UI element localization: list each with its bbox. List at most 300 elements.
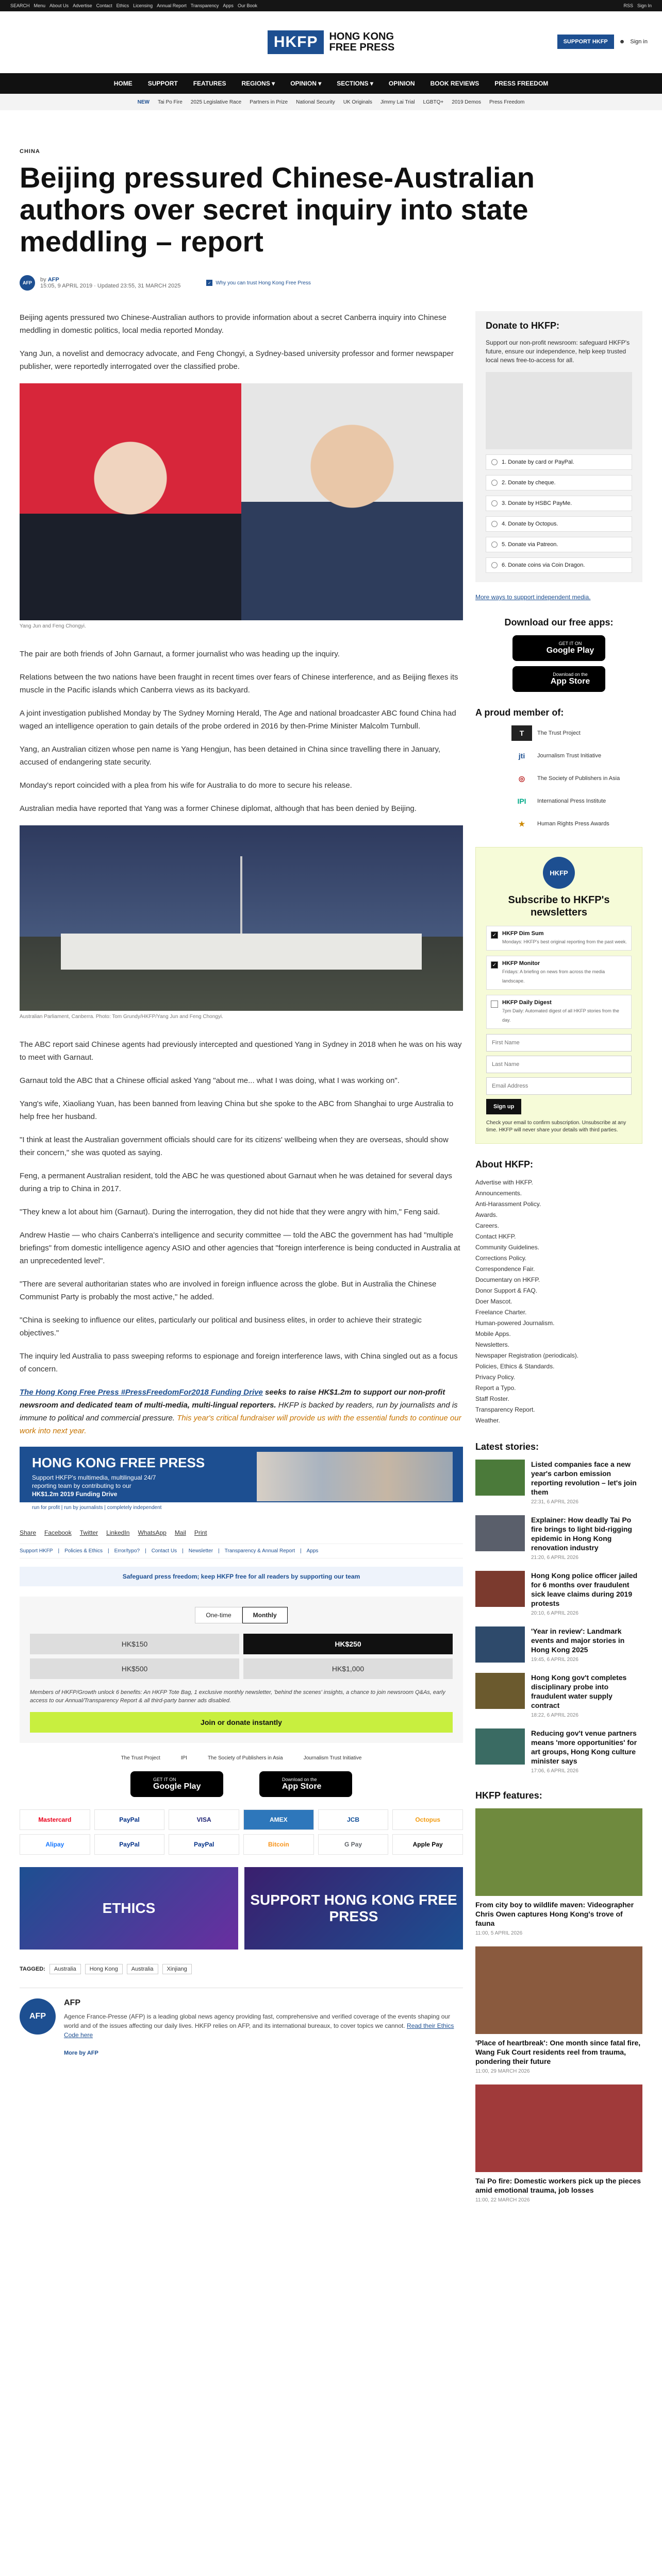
- topbar-sign-in-link[interactable]: Sign In: [637, 3, 652, 8]
- nav-opinion-menu[interactable]: OPINION ▾: [290, 80, 322, 87]
- payment-logo[interactable]: Alipay: [20, 1834, 90, 1855]
- feature-date: 11:00, 22 MARCH 2026: [475, 2197, 530, 2203]
- nav-opinion[interactable]: OPINION: [388, 80, 415, 87]
- safeguard-banner[interactable]: Safeguard press freedom; keep HKFP free for all readers by supporting our team: [20, 1567, 463, 1586]
- author-box: [20, 1988, 463, 2056]
- amount-option[interactable]: HK$500: [30, 1658, 239, 1679]
- about-link[interactable]: Freelance Charter.: [475, 1309, 527, 1316]
- logo-mark: HKFP: [268, 30, 324, 54]
- main-nav: [0, 73, 662, 94]
- trending-link[interactable]: UK Originals: [343, 99, 372, 105]
- member-name: International Press Institute: [537, 798, 606, 804]
- store-small: Download on the: [282, 1777, 317, 1782]
- share-twitter[interactable]: Twitter: [79, 1529, 98, 1536]
- newsletter-title: Subscribe to HKFP's newsletters: [508, 894, 610, 918]
- promo-tiles: [20, 1867, 463, 1950]
- about-link[interactable]: Privacy Policy.: [475, 1374, 516, 1381]
- annual-report-link[interactable]: Annual Report: [157, 3, 187, 8]
- story-date: 17:06, 6 APRIL 2026: [531, 1768, 578, 1774]
- email-field[interactable]: [486, 1077, 632, 1095]
- our-book-link[interactable]: Our Book: [237, 3, 257, 8]
- ethics-link[interactable]: Ethics: [116, 3, 129, 8]
- radio-icon: [491, 562, 498, 568]
- donate-option[interactable]: [486, 454, 632, 470]
- about-link[interactable]: Advertise with HKFP.: [475, 1179, 533, 1186]
- about-link[interactable]: Newsletters.: [475, 1341, 510, 1348]
- util-link[interactable]: Error/typo?: [114, 1548, 140, 1554]
- parliament-photo: [20, 825, 463, 1011]
- flag-mast: [240, 856, 242, 934]
- member-name: The Society of Publishers in Asia: [537, 775, 620, 782]
- jti-logo[interactable]: Journalism Trust Initiative: [303, 1755, 362, 1761]
- trending-link[interactable]: National Security: [296, 99, 335, 105]
- paragraph: Relations between the two nations have been fraught in recent times over fears of Chinese interference, and as Beijing flexes its muscle in the Pacific islands which Canberra views as its backyard.: [20, 673, 458, 694]
- paragraph: Feng, a permanent Australian resident, told the ABC he was questioned about Garnaut when he was detained for several days during a trip to China in 2017.: [20, 1172, 452, 1193]
- funding-banner[interactable]: [20, 1447, 463, 1514]
- tag[interactable]: Australia: [49, 1964, 81, 1974]
- trust-project-icon: T: [511, 725, 532, 741]
- latest-list: [475, 1460, 642, 1775]
- paragraph: Yang, an Australian citizen whose pen name is Yang Hengjun, has been detained in China since travelling there in January, accused of endangering state security.: [20, 745, 441, 767]
- story-date: 20:10, 6 APRIL 2026: [531, 1611, 578, 1616]
- store-name: Google Play: [546, 646, 594, 655]
- about-link[interactable]: Correspondence Fair.: [475, 1265, 535, 1273]
- amount-option[interactable]: HK$150: [30, 1634, 239, 1654]
- payment-logo[interactable]: Mastercard: [20, 1809, 90, 1830]
- feature-title[interactable]: 'Place of heartbreak': One month since fatal fire, Wang Fuk Court residents reel from trauma, pondering their future: [475, 2039, 641, 2065]
- licensing-link[interactable]: Licensing: [133, 3, 153, 8]
- trending-link[interactable]: Tai Po Fire: [157, 99, 183, 105]
- store-small: Download on the: [553, 672, 588, 677]
- sign-up-button[interactable]: Sign up: [486, 1099, 521, 1114]
- member-name: Journalism Trust Initiative: [537, 753, 602, 759]
- support-hkfp-button[interactable]: SUPPORT HKFP: [557, 35, 614, 49]
- freq-monthly[interactable]: Monthly: [242, 1607, 288, 1623]
- paragraph: "China is seeking to influence our elites, particularly our political and business elites, in order to achieve their strategic objectives.": [20, 1316, 422, 1337]
- hrpa-icon: ★: [518, 819, 525, 828]
- google-play-button[interactable]: [130, 1771, 223, 1797]
- paragraph: Beijing agents pressured two Chinese-Australian authors to provide information about a secret Canberra inquiry into Chinese meddling in domestic politics, local media reported Monday.: [20, 313, 446, 335]
- about-link[interactable]: Donor Support & FAQ.: [475, 1287, 538, 1294]
- paragraph: The inquiry led Australia to pass sweeping reforms to espionage and foreign interference laws, with China singled out as a focus of concern.: [20, 1352, 458, 1374]
- tags-label: TAGGED:: [20, 1966, 45, 1972]
- trust-project-logo[interactable]: The Trust Project: [121, 1755, 160, 1761]
- newsletter-option-title: HKFP Daily Digest: [502, 999, 552, 1006]
- latest-widget: [475, 1442, 642, 1775]
- newsletter-option-title: HKFP Monitor: [502, 960, 540, 967]
- checkbox-checked-icon[interactable]: ✓: [491, 961, 498, 969]
- author-name[interactable]: AFP: [64, 1998, 80, 2007]
- donate-option[interactable]: [486, 537, 632, 552]
- nav-press-freedom[interactable]: PRESS FREEDOM: [494, 80, 549, 87]
- feature-story[interactable]: [475, 2084, 642, 2204]
- payment-methods: [20, 1809, 463, 1855]
- checkbox-icon[interactable]: [491, 1001, 498, 1008]
- newsletter-option[interactable]: [486, 995, 632, 1029]
- util-link[interactable]: Newsletter: [188, 1548, 213, 1554]
- share-whatsapp[interactable]: WhatsApp: [138, 1529, 167, 1536]
- about-link[interactable]: Anti-Harassment Policy.: [475, 1200, 541, 1208]
- payment-logo[interactable]: JCB: [318, 1809, 389, 1830]
- photo-caption: Yang Jun and Feng Chongyi.: [20, 623, 86, 629]
- funding-text-2: HKFP is backed by readers, run by journalists and is immune to political and commercial pressure.: [20, 1401, 458, 1422]
- checkbox-checked-icon[interactable]: ✓: [491, 931, 498, 939]
- site-logo[interactable]: [268, 30, 394, 54]
- member-logo[interactable]: [511, 725, 642, 741]
- menu-link[interactable]: Menu: [34, 3, 46, 8]
- trending-link[interactable]: Jimmy Lai Trial: [380, 99, 415, 105]
- about-link[interactable]: Policies, Ethics & Standards.: [475, 1363, 555, 1370]
- latest-story[interactable]: [475, 1571, 642, 1617]
- newsletter-logo: HKFP: [543, 857, 575, 889]
- banner-footer: run for profit | run by journalists | completely independent: [20, 1502, 463, 1514]
- member-logo[interactable]: [511, 816, 642, 832]
- new-badge: NEW: [137, 99, 150, 105]
- tag[interactable]: Hong Kong: [85, 1964, 123, 1974]
- parliament-building: [61, 934, 422, 970]
- about-link[interactable]: Weather.: [475, 1417, 500, 1424]
- apps-widget: [475, 617, 642, 692]
- newsletter-option-desc: Mondays: HKFP's best original reporting from the past week.: [502, 939, 627, 944]
- nav-book-reviews[interactable]: BOOK REVIEWS: [430, 80, 479, 87]
- tag[interactable]: Xinjiang: [162, 1964, 192, 1974]
- feature-image[interactable]: [475, 1808, 642, 1896]
- byline: AFP by AFP 15:05, 9 APRIL 2019 · Updated 23:55, 31 MARCH 2025 ✓ Why you can trust Hong Kong Free Press: [20, 275, 642, 291]
- app-store-button[interactable]: [512, 666, 605, 692]
- latest-story[interactable]: [475, 1728, 642, 1775]
- membership-note: Members of HKFP/Growth unlock 6 benefits: An HKFP Tote Bag, 1 exclusive monthly newsletter, 'behind the scenes' insights, a chance to join newsroom Q&As, early access to our Annual/Transparency Report & all third-party banner ads disabled.: [30, 1689, 445, 1704]
- util-link[interactable]: Apps: [306, 1548, 319, 1554]
- site-header: [0, 11, 662, 73]
- paragraph: Garnaut told the ABC that a Chinese official asked Yang "about me... what I was doing, what I was working on".: [20, 1076, 400, 1085]
- sopa-icon: ◎: [518, 774, 525, 783]
- newsletter-widget: [475, 847, 642, 1144]
- share-facebook[interactable]: Facebook: [44, 1529, 72, 1536]
- ad-spacer: [0, 110, 662, 141]
- paragraph: "They knew a lot about him (Garnaut). During the interrogation, they did not hide that they were angry with him," Feng said.: [20, 1208, 440, 1216]
- apps-link[interactable]: Apps: [223, 3, 234, 8]
- about-title: About HKFP:: [475, 1159, 533, 1170]
- trending-link[interactable]: Partners in Prize: [250, 99, 288, 105]
- more-by-author-link[interactable]: More by AFP: [64, 2050, 98, 2056]
- ethics-promo[interactable]: ETHICS: [20, 1867, 238, 1950]
- util-link[interactable]: Policies & Ethics: [64, 1548, 103, 1554]
- donate-option-label: 1. Donate by card or PayPal.: [502, 459, 574, 465]
- support-promo[interactable]: SUPPORT HONG KONG FREE PRESS: [244, 1867, 463, 1950]
- payment-logo[interactable]: PayPal: [169, 1834, 239, 1855]
- jti-icon: jti: [518, 752, 525, 760]
- payment-logo[interactable]: VISA: [169, 1809, 239, 1830]
- donate-option[interactable]: [486, 475, 632, 490]
- author-box-avatar[interactable]: AFP: [20, 1998, 56, 2035]
- story-date: 18:22, 6 APRIL 2026: [531, 1713, 578, 1718]
- newsletter-option[interactable]: [486, 926, 632, 951]
- about-link[interactable]: Contact HKFP.: [475, 1233, 516, 1240]
- store-name: Google Play: [153, 1782, 201, 1791]
- banner-team-photo: [257, 1452, 453, 1501]
- frequency-toggle: [30, 1607, 453, 1623]
- banner-line: reporting team by contributing to our: [32, 1482, 131, 1489]
- trust-link[interactable]: [206, 280, 311, 286]
- store-name: App Store: [550, 677, 590, 686]
- radio-icon: [491, 541, 498, 548]
- join-donate-button[interactable]: Join or donate instantly: [30, 1712, 453, 1733]
- feature-story[interactable]: [475, 1808, 642, 1937]
- share-print[interactable]: Print: [194, 1529, 207, 1536]
- author-bio-text: Agence France-Presse (AFP) is a leading global news agency providing fast, comprehensive and verified coverage of the events shaping our world and of the issues affecting our daily lives. HKFP relies on AFP, and its international bureaux, to cover topics we cannot.: [64, 2013, 451, 2029]
- advertise-link[interactable]: Advertise: [73, 3, 92, 8]
- payment-logo[interactable]: Octopus: [392, 1809, 463, 1830]
- updated-date: Updated 23:55, 31 MARCH 2025: [97, 283, 181, 289]
- newsletter-option-desc: Fridays: A briefing on news from across the media landscape.: [502, 969, 605, 984]
- share-label: Share: [20, 1529, 37, 1536]
- donate-option-label: 2. Donate by cheque.: [502, 480, 556, 486]
- trending-link[interactable]: 2025 Legislative Race: [190, 99, 242, 105]
- paragraph: "There are several authoritarian states who are involved in foreign influence across the globe. But in Australia the Chinese Communist Party is probably the most active," he added.: [20, 1280, 437, 1301]
- byline-by: by: [40, 277, 46, 283]
- top-utility-bar: [0, 0, 662, 11]
- story-date: 22:31, 6 APRIL 2026: [531, 1499, 578, 1505]
- amount-options: [30, 1634, 453, 1679]
- donate-option[interactable]: [486, 557, 632, 573]
- about-link[interactable]: Announcements.: [475, 1190, 522, 1197]
- radio-icon: [491, 480, 498, 486]
- about-list: [475, 1177, 642, 1426]
- newsletter-option-title: HKFP Dim Sum: [502, 930, 544, 937]
- logo-line-1: HONG KONG: [329, 31, 394, 42]
- story-title[interactable]: Listed companies face a new year's carbon emission reporting revolution – let's join them: [531, 1460, 637, 1496]
- donation-form: [20, 1597, 463, 1743]
- paragraph: Andrew Hastie — who chairs Canberra's intelligence and security committee — told the ABC the government has had "multiple briefings" from domestic intelligence agency ASIO and other agencies that "foreign interference is being conducted in Australia at an unprecedented level".: [20, 1231, 460, 1265]
- author-avatar[interactable]: AFP: [20, 275, 35, 291]
- feature-story[interactable]: [475, 1946, 642, 2075]
- donate-option-label: 3. Donate by HSBC PayMe.: [502, 500, 572, 506]
- sidebar: [475, 311, 642, 2213]
- checkmark-icon: ✓: [206, 280, 212, 286]
- first-name-field[interactable]: [486, 1034, 632, 1052]
- members-widget: [475, 707, 642, 832]
- article-headline: Beijing pressured Chinese-Australian authors over secret inquiry into state meddling – report: [20, 161, 535, 258]
- donate-option-label: 5. Donate via Patreon.: [502, 541, 558, 548]
- photo-caption: Australian Parliament, Canberra. Photo: Tom Grundy/HKFP/Yang Jun and Feng Chongyi.: [20, 1014, 223, 1020]
- ethics-code-link[interactable]: Read their Ethics Code here: [64, 2022, 454, 2039]
- story-thumbnail[interactable]: [475, 1673, 525, 1709]
- latest-story[interactable]: [475, 1626, 642, 1664]
- publish-date: 15:05, 9 APRIL 2019: [40, 283, 93, 289]
- about-link[interactable]: Careers.: [475, 1222, 500, 1229]
- story-thumbnail[interactable]: [475, 1626, 525, 1663]
- newsletter-option[interactable]: [486, 956, 632, 990]
- story-thumbnail[interactable]: [475, 1460, 525, 1496]
- utility-links: Support HKFP | Policies & Ethics | Error/typo? | Contact Us | Newsletter | Transparency & Annual Report | Apps: [20, 1544, 463, 1558]
- member-logo[interactable]: [511, 771, 642, 786]
- story-date: 19:45, 6 APRIL 2026: [531, 1657, 578, 1663]
- share-links: [20, 1529, 463, 1536]
- about-link[interactable]: Transparency Report.: [475, 1406, 535, 1413]
- story-title[interactable]: Reducing gov't venue partners means 'more opportunities' for art groups, Hong Kong culture minister says: [531, 1729, 637, 1765]
- about-link[interactable]: Human-powered Journalism.: [475, 1319, 555, 1327]
- nav-home[interactable]: HOME: [113, 80, 133, 87]
- member-name: The Trust Project: [537, 730, 581, 736]
- payment-logo[interactable]: PayPal: [94, 1834, 165, 1855]
- yang-feng-photo: [20, 383, 463, 620]
- trust-label: Why you can trust Hong Kong Free Press: [216, 280, 311, 286]
- banner-line: HK$1.2m 2019 Funding Drive: [32, 1490, 118, 1498]
- apps-title: Download our free apps:: [504, 617, 614, 628]
- banner-title: HONG KONG FREE PRESS: [32, 1455, 205, 1470]
- paragraph: "I think at least the Australian government officials should care for its citizens' wellbeing when they are overseas, should show their concern," she was quoted as saying.: [20, 1136, 449, 1157]
- latest-story[interactable]: [475, 1673, 642, 1719]
- member-logo[interactable]: [511, 748, 642, 764]
- story-title[interactable]: Hong Kong police officer jailed for 6 months over fraudulent sick leave claims during 2019 protests: [531, 1571, 638, 1607]
- features-widget: [475, 1790, 642, 2204]
- author-bio: [64, 2012, 463, 2040]
- about-link[interactable]: Doer Mascot.: [475, 1298, 512, 1305]
- contact-link[interactable]: Contact: [96, 3, 112, 8]
- last-name-field[interactable]: [486, 1056, 632, 1073]
- funding-text: seeks to raise HK$1.2m to support our non-profit newsroom and dedicated team of multi-media, multi-lingual reporters.: [20, 1388, 445, 1410]
- about-link[interactable]: Documentary on HKFP.: [475, 1276, 540, 1283]
- banner-line: Support HKFP's multimedia, multilingual 24/7: [32, 1474, 156, 1481]
- google-play-button[interactable]: [512, 635, 605, 661]
- util-link[interactable]: Support HKFP: [20, 1548, 53, 1554]
- story-title[interactable]: Explainer: How deadly Tai Po fire brings to light bid-rigging epidemic in Hong Kong renovation industry: [531, 1516, 632, 1552]
- donate-option[interactable]: [486, 496, 632, 511]
- ipi-icon: IPI: [517, 797, 526, 805]
- features-title: HKFP features:: [475, 1790, 542, 1801]
- util-link[interactable]: Transparency & Annual Report: [224, 1548, 295, 1554]
- story-thumbnail[interactable]: [475, 1515, 525, 1551]
- latest-story[interactable]: [475, 1460, 642, 1506]
- donate-image: [486, 372, 632, 449]
- payment-logo[interactable]: Apple Pay: [392, 1834, 463, 1855]
- article-body: [20, 311, 463, 2213]
- more-ways-row: [475, 592, 642, 602]
- tag[interactable]: Australia: [127, 1964, 158, 1974]
- more-ways-link[interactable]: More ways to support independent media.: [475, 594, 591, 601]
- payment-logo[interactable]: Bitcoin: [243, 1834, 314, 1855]
- share-linkedin[interactable]: LinkedIn: [106, 1529, 130, 1536]
- paragraph: Monday's report coincided with a plea from his wife for Australia to do more to secure his release.: [20, 781, 352, 790]
- donate-text: Support our non-profit newsroom: safeguard HKFP's future, ensure our independence, help keep trusted local news free-to-access for all.: [486, 339, 630, 364]
- trending-bar: [0, 94, 662, 110]
- store-small: GET IT ON: [558, 641, 582, 646]
- donate-option-label: 6. Donate coins via Coin Dragon.: [502, 562, 585, 568]
- paragraph: The pair are both friends of John Garnaut, a former journalist who was heading up the inquiry.: [20, 650, 340, 658]
- funding-drive-link[interactable]: The Hong Kong Free Press #PressFreedomFor2018 Funding Drive: [20, 1388, 263, 1397]
- feature-image[interactable]: [475, 1946, 642, 2034]
- radio-icon: [491, 500, 498, 506]
- sopa-logo[interactable]: The Society of Publishers in Asia: [207, 1755, 283, 1761]
- transparency-link[interactable]: Transparency: [190, 3, 219, 8]
- feature-date: 11:00, 5 APRIL 2026: [475, 1930, 523, 1936]
- logo-wordmark: [329, 31, 394, 53]
- ipi-logo[interactable]: IPI: [180, 1755, 187, 1761]
- trending-link[interactable]: Press Freedom: [489, 99, 525, 105]
- freq-one-time[interactable]: One-time: [195, 1607, 242, 1623]
- story-title[interactable]: 'Year in review': Landmark events and major stories in Hong Kong 2025: [531, 1627, 625, 1654]
- donate-widget: [475, 311, 642, 582]
- payment-logo[interactable]: PayPal: [94, 1809, 165, 1830]
- about-link[interactable]: Corrections Policy.: [475, 1255, 527, 1262]
- partner-logos: [20, 1755, 463, 1761]
- paragraph: Yang's wife, Xiaoliang Yuan, has been banned from leaving China but she spoke to the ABC from Shanghai to urge Australia to help free her husband.: [20, 1099, 454, 1121]
- funding-drive-note: [20, 1386, 463, 1437]
- paragraph: Yang Jun, a novelist and democracy advocate, and Feng Chongyi, a Sydney-based university professor and former newspaper publisher, were reportedly interrogated over the classified probe.: [20, 349, 454, 371]
- paragraph: The ABC report said Chinese agents had previously intercepted and questioned Yang in Sydney in 2018 when he was on his way to meet with Garnaut.: [20, 1040, 462, 1062]
- feature-date: 11:00, 29 MARCH 2026: [475, 2069, 530, 2074]
- members-title: A proud member of:: [475, 707, 564, 718]
- about-widget: [475, 1159, 642, 1426]
- byline-author[interactable]: AFP: [47, 277, 59, 283]
- about-link[interactable]: Awards.: [475, 1211, 498, 1218]
- amount-option-selected[interactable]: HK$250: [243, 1634, 453, 1654]
- about-link[interactable]: Newspaper Registration (periodicals).: [475, 1352, 579, 1359]
- story-date: 21:20, 6 APRIL 2026: [531, 1555, 578, 1561]
- store-name: App Store: [282, 1782, 322, 1791]
- feature-title[interactable]: Tai Po fire: Domestic workers pick up the pieces amid emotional trauma, job losses: [475, 2177, 641, 2194]
- logo-line-2: FREE PRESS: [329, 42, 395, 53]
- nav-features[interactable]: FEATURES: [193, 80, 226, 87]
- share-mail[interactable]: Mail: [174, 1529, 186, 1536]
- about-link[interactable]: Mobile Apps.: [475, 1330, 511, 1337]
- latest-title: Latest stories:: [475, 1442, 539, 1452]
- story-title[interactable]: Hong Kong gov't completes disciplinary probe into fraudulent water supply contract: [531, 1673, 627, 1709]
- paragraph: Australian media have reported that Yang was a former Chinese diplomat, although that has been denied by Beijing.: [20, 804, 417, 813]
- store-small: GET IT ON: [153, 1777, 176, 1782]
- article-container: [20, 148, 642, 2213]
- donate-option[interactable]: [486, 516, 632, 532]
- member-logo[interactable]: [511, 793, 642, 809]
- util-link[interactable]: Contact Us: [151, 1548, 177, 1554]
- nav-support[interactable]: SUPPORT: [147, 80, 178, 87]
- newsletter-note: Check your email to confirm subscription. Unsubscribe at any time. HKFP will never share your details with third parties.: [486, 1120, 626, 1133]
- features-list: [475, 1808, 642, 2204]
- about-link[interactable]: About Us: [49, 3, 69, 8]
- about-link[interactable]: Community Guidelines.: [475, 1244, 540, 1251]
- sign-in-link[interactable]: Sign in: [630, 39, 648, 45]
- story-thumbnail[interactable]: [475, 1571, 525, 1607]
- member-name: Human Rights Press Awards: [537, 821, 609, 827]
- paragraph: A joint investigation published Monday by The Sydney Morning Herald, The Age and national broadcaster ABC found China had waged an intelligence operation to gain details of the probe ordered in 2016 by then-Prime Minister Malcolm Turnbull.: [20, 709, 456, 731]
- payment-logo[interactable]: AMEX: [243, 1809, 314, 1830]
- radio-icon: [491, 459, 498, 465]
- rss-link[interactable]: RSS: [623, 3, 633, 8]
- latest-story[interactable]: [475, 1515, 642, 1562]
- trending-link[interactable]: 2019 Demos: [452, 99, 481, 105]
- about-link[interactable]: Report a Typo.: [475, 1384, 516, 1392]
- payment-logo[interactable]: G Pay: [318, 1834, 389, 1855]
- app-store-buttons: [20, 1771, 463, 1797]
- search-link[interactable]: SEARCH: [10, 3, 30, 8]
- story-thumbnail[interactable]: [475, 1728, 525, 1765]
- donate-title: Donate to HKFP:: [486, 320, 559, 331]
- feature-image[interactable]: [475, 2084, 642, 2172]
- feature-title[interactable]: From city boy to wildlife maven: Videographer Chris Owen captures Hong Kong's trove of fauna: [475, 1901, 634, 1927]
- app-store-button[interactable]: [259, 1771, 352, 1797]
- donate-option-label: 4. Donate by Octopus.: [502, 521, 558, 527]
- article-category[interactable]: CHINA: [20, 148, 40, 155]
- newsletter-option-desc: 7pm Daily: Automated digest of all HKFP stories from the day.: [502, 1008, 619, 1023]
- amount-option[interactable]: HK$1,000: [243, 1658, 453, 1679]
- user-icon[interactable]: ☻: [619, 39, 625, 45]
- about-link[interactable]: Staff Roster.: [475, 1395, 509, 1402]
- nav-sections[interactable]: SECTIONS ▾: [337, 80, 373, 87]
- banner-text: [32, 1473, 156, 1498]
- radio-icon: [491, 521, 498, 527]
- trending-link[interactable]: LGBTQ+: [423, 99, 444, 105]
- nav-regions[interactable]: REGIONS ▾: [241, 80, 275, 87]
